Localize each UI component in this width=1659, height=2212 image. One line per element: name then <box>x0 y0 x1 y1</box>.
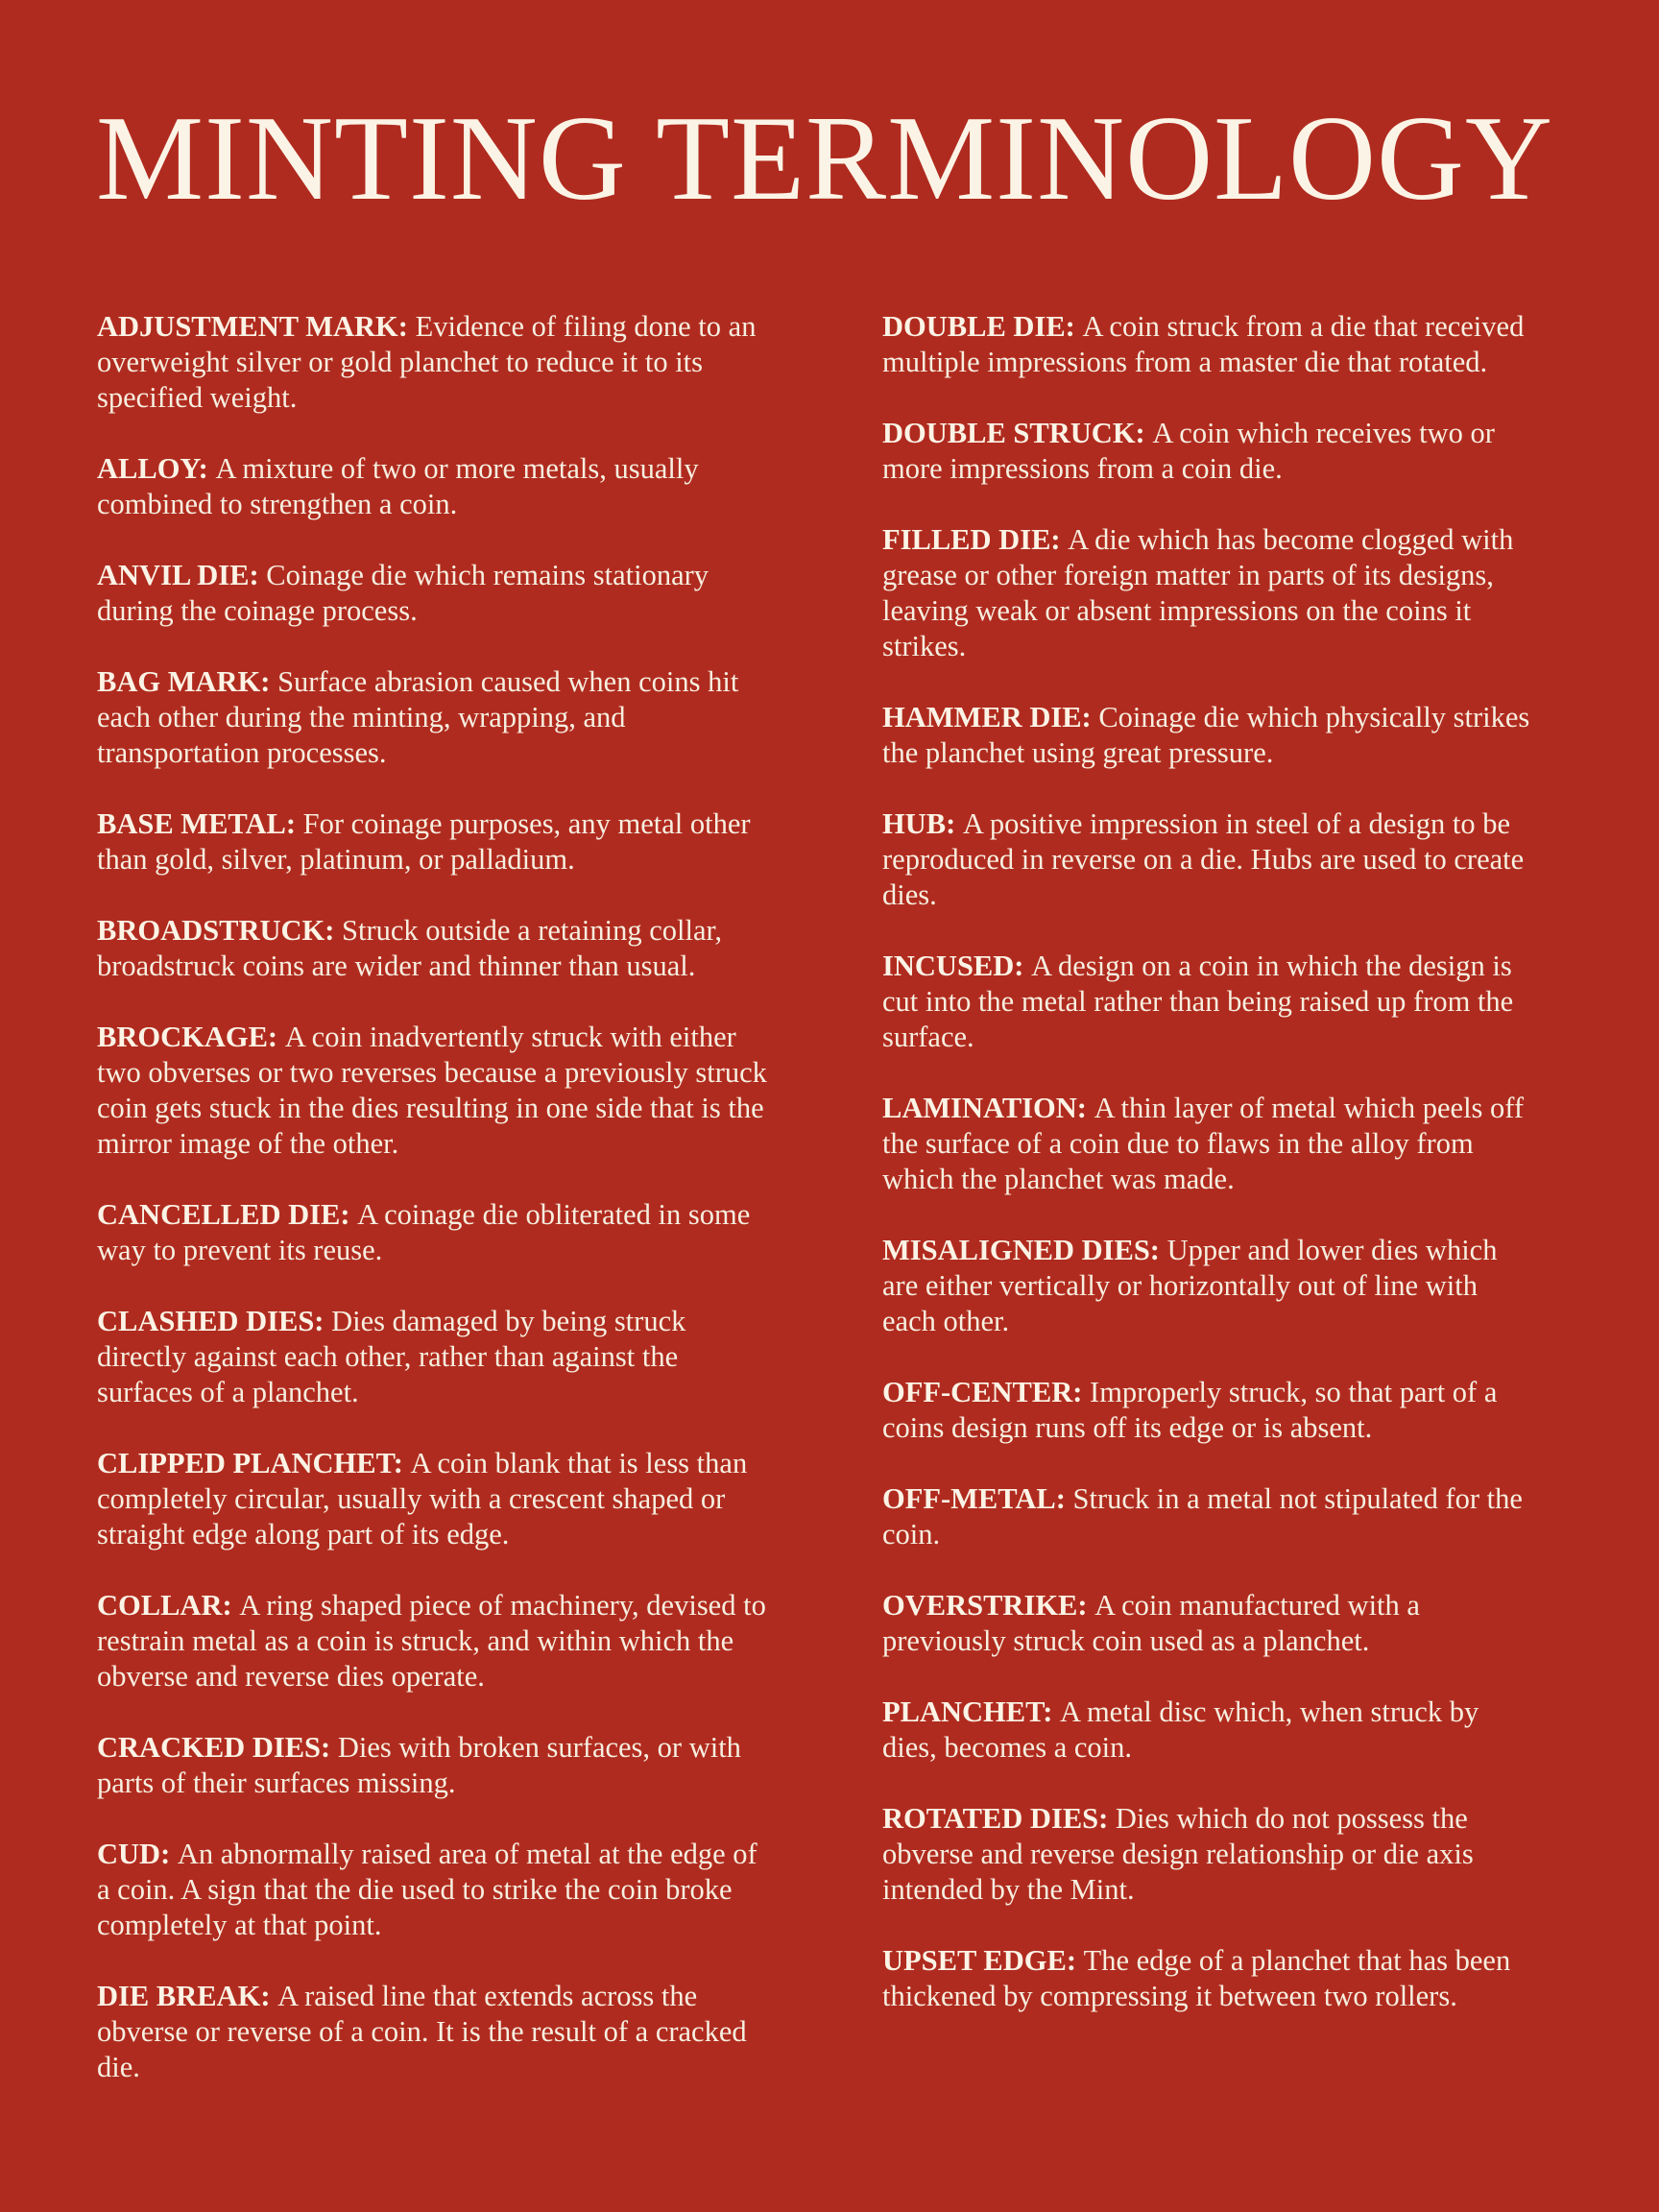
glossary-entry-hub <box>882 806 1535 913</box>
glossary-definition: A metal disc which, when struck by dies, becomes a coin. <box>882 1695 1479 1764</box>
glossary-definition: A mixture of two or more metals, usually combined to strengthen a coin. <box>97 452 699 520</box>
glossary-definition: Struck in a metal not stipulated for the coin. <box>882 1482 1523 1551</box>
glossary-definition: Evidence of filing done to an overweight silver or gold planchet to reduce it to its specified weight. <box>97 310 757 414</box>
glossary-definition: A raised line that extends across the obverse or reverse of a coin. It is the result of a cracked die. <box>97 1980 747 2083</box>
glossary-term: BAG MARK: <box>97 665 271 698</box>
glossary-entry-double-struck <box>882 416 1535 487</box>
glossary-definition: An abnormally raised area of metal at the edge of a coin. A sign that the die used to strike the coin broke completely at that point. <box>97 1838 757 1941</box>
glossary-entry-cracked-dies <box>97 1730 769 1801</box>
glossary-entry-bag-mark <box>97 664 769 771</box>
glossary-term: ANVIL DIE: <box>97 559 259 591</box>
glossary-definition: For coinage purposes, any metal other than gold, silver, platinum, or palladium. <box>97 807 751 876</box>
glossary-definition: Dies damaged by being struck directly against each other, rather than against the surfaces of a planchet. <box>97 1305 686 1408</box>
glossary-term: DOUBLE STRUCK: <box>882 417 1145 449</box>
glossary-term: BROADSTRUCK: <box>97 914 335 947</box>
glossary-entry-anvil-die <box>97 558 769 629</box>
glossary-entry-planchet <box>882 1695 1535 1766</box>
glossary-term: DOUBLE DIE: <box>882 310 1075 343</box>
glossary-definition: Improperly struck, so that part of a coins design runs off its edge or is absent. <box>882 1376 1498 1444</box>
glossary-entry-lamination <box>882 1091 1535 1197</box>
glossary-entry-rotated-dies <box>882 1801 1535 1908</box>
glossary-definition: Dies with broken surfaces, or with parts of their surfaces missing. <box>97 1731 741 1799</box>
glossary-entry-off-metal <box>882 1481 1535 1552</box>
glossary-term: CRACKED DIES: <box>97 1731 331 1764</box>
glossary-term: HUB: <box>882 807 956 840</box>
glossary-definition: Surface abrasion caused when coins hit each other during the minting, wrapping, and transportation processes. <box>97 665 739 769</box>
glossary-term: COLLAR: <box>97 1589 232 1622</box>
glossary-term: BASE METAL: <box>97 807 297 840</box>
glossary-term: ALLOY: <box>97 452 208 485</box>
glossary-entry-base-metal <box>97 806 769 878</box>
glossary-entry-double-die <box>882 309 1535 380</box>
glossary-definition: A positive impression in steel of a design to be reproduced in reverse on a die. Hubs are used to create dies. <box>882 807 1525 911</box>
glossary-definition: A coin manufactured with a previously struck coin used as a planchet. <box>882 1589 1420 1657</box>
glossary-term: PLANCHET: <box>882 1695 1053 1728</box>
glossary-term: ADJUSTMENT MARK: <box>97 310 408 343</box>
glossary-definition: Struck outside a retaining collar, broadstruck coins are wider and thinner than usual. <box>97 914 723 982</box>
glossary-entry-clashed-dies <box>97 1304 769 1410</box>
glossary-entry-upset-edge <box>882 1943 1535 2014</box>
glossary-term: MISALIGNED DIES: <box>882 1234 1160 1266</box>
glossary-term: DIE BREAK: <box>97 1980 271 2012</box>
glossary-column-left <box>97 309 769 2121</box>
glossary-definition: Coinage die which remains stationary during the coinage process. <box>97 559 709 627</box>
glossary-definition: A coin struck from a die that received multiple impressions from a master die that rotated. <box>882 310 1525 378</box>
glossary-term: INCUSED: <box>882 950 1024 982</box>
glossary-definition: The edge of a planchet that has been thickened by compressing it between two rollers. <box>882 1944 1511 2012</box>
glossary-definition: Upper and lower dies which are either vertically or horizontally out of line with each other. <box>882 1234 1498 1337</box>
glossary-term: OVERSTRIKE: <box>882 1589 1088 1622</box>
glossary-entry-overstrike <box>882 1588 1535 1659</box>
glossary-definition: A coin which receives two or more impressions from a coin die. <box>882 417 1495 485</box>
glossary-entry-filled-die <box>882 522 1535 664</box>
glossary-definition: A coin blank that is less than completely circular, usually with a crescent shaped or straight edge along part of its edge. <box>97 1447 748 1551</box>
glossary-entry-off-center <box>882 1375 1535 1446</box>
glossary-definition: A die which has become clogged with grease or other foreign matter in parts of its designs, leaving weak or absent impressions on the coins it strikes. <box>882 523 1514 662</box>
glossary-term: BROCKAGE: <box>97 1021 278 1053</box>
glossary-definition: A ring shaped piece of machinery, devised to restrain metal as a coin is struck, and within which the obverse and reverse dies operate. <box>97 1589 766 1693</box>
glossary-entry-collar <box>97 1588 769 1695</box>
glossary-definition: A coin inadvertently struck with either two obverses or two reverses because a previously struck coin gets stuck in the dies resulting in one side that is the mirror image of the other. <box>97 1021 767 1160</box>
glossary-entry-hammer-die <box>882 700 1535 771</box>
glossary-entry-adjustment-mark <box>97 309 769 416</box>
glossary-entry-clipped-planchet <box>97 1446 769 1552</box>
glossary-entry-cancelled-die <box>97 1197 769 1268</box>
glossary-definition: A design on a coin in which the design is cut into the metal rather than being raised up from the surface. <box>882 950 1514 1053</box>
glossary-entry-misaligned-dies <box>882 1233 1535 1339</box>
glossary-definition: Coinage die which physically strikes the planchet using great pressure. <box>882 701 1530 769</box>
glossary-entry-alloy <box>97 451 769 522</box>
glossary-term: CLASHED DIES: <box>97 1305 325 1337</box>
glossary-entry-incused <box>882 949 1535 1055</box>
glossary-entry-cud <box>97 1837 769 1943</box>
glossary-column-right <box>882 309 1535 2050</box>
glossary-term: UPSET EDGE: <box>882 1944 1076 1977</box>
page-title: MINTING TERMINOLOGY <box>96 92 1554 226</box>
glossary-definition: A thin layer of metal which peels off the surface of a coin due to flaws in the alloy from which the planchet was made. <box>882 1092 1525 1195</box>
glossary-term: OFF-METAL: <box>882 1482 1066 1515</box>
glossary-entry-die-break <box>97 1979 769 2085</box>
glossary-definition: A coinage die obliterated in some way to prevent its reuse. <box>97 1198 751 1266</box>
glossary-definition: Dies which do not possess the obverse and reverse design relationship or die axis intended by the Mint. <box>882 1802 1474 1906</box>
glossary-term: CLIPPED PLANCHET: <box>97 1447 403 1479</box>
glossary-term: CANCELLED DIE: <box>97 1198 350 1231</box>
glossary-term: LAMINATION: <box>882 1092 1087 1124</box>
glossary-term: HAMMER DIE: <box>882 701 1092 733</box>
glossary-term: OFF-CENTER: <box>882 1376 1083 1408</box>
glossary-term: ROTATED DIES: <box>882 1802 1109 1835</box>
glossary-entry-brockage <box>97 1020 769 1162</box>
glossary-term: FILLED DIE: <box>882 523 1061 556</box>
glossary-term: CUD: <box>97 1838 171 1870</box>
glossary-entry-broadstruck <box>97 913 769 984</box>
